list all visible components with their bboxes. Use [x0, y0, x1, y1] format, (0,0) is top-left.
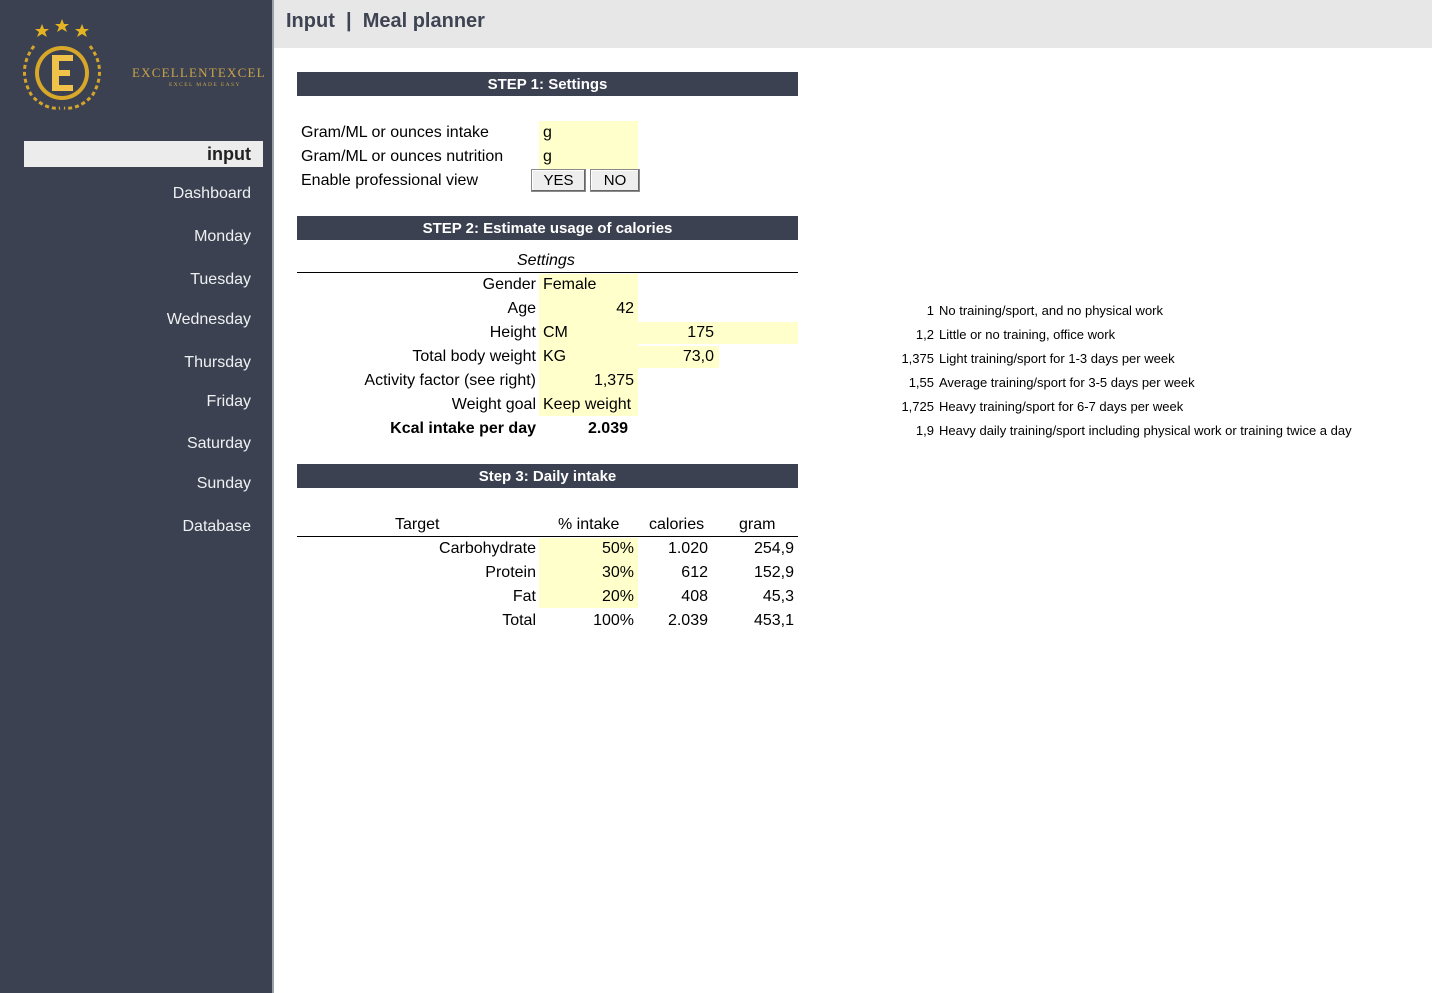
activity-factor: 1,375: [901, 351, 934, 366]
table-row-label: Protein: [485, 564, 536, 581]
fat-gram: 45,3: [762, 588, 794, 605]
nav-item-dashboard[interactable]: Dashboard: [172, 185, 251, 202]
nutrition-unit-value[interactable]: g: [543, 148, 552, 165]
activity-desc: Average training/sport for 3-5 days per week: [939, 375, 1195, 390]
yes-button[interactable]: YES: [531, 169, 586, 192]
carb-calories: 1.020: [667, 540, 708, 557]
nav-item-database[interactable]: Database: [182, 518, 251, 535]
intake-unit-label: Gram/ML or ounces intake: [301, 124, 489, 141]
nav-item-thursday[interactable]: Thursday: [184, 354, 251, 371]
nav-item-saturday[interactable]: Saturday: [186, 435, 251, 452]
brand-tagline: EXCEL MADE EASY: [169, 82, 241, 88]
table-row-label: Carbohydrate: [439, 540, 536, 557]
total-percent: 100%: [593, 612, 634, 629]
step2-input-cells: [539, 274, 638, 416]
age-value[interactable]: 42: [616, 300, 634, 317]
activity-desc: No training/sport, and no physical work: [939, 303, 1164, 318]
weight-label: Total body weight: [412, 348, 536, 365]
intake-table-divider: [297, 536, 798, 537]
activity-factor: 1: [926, 303, 934, 318]
carb-percent[interactable]: 50%: [601, 540, 634, 557]
brand-logo: [12, 18, 268, 114]
settings-subheader: Settings: [517, 252, 575, 269]
nutrition-unit-label: Gram/ML or ounces nutrition: [301, 148, 504, 165]
nav-item-wednesday[interactable]: Wednesday: [166, 311, 251, 328]
gender-value[interactable]: Female: [543, 276, 597, 293]
weight-goal-label: Weight goal: [451, 396, 536, 413]
weight-unit[interactable]: KG: [543, 348, 567, 365]
page-header: [274, 0, 1432, 48]
total-gram: 453,1: [753, 612, 794, 629]
protein-percent[interactable]: 30%: [601, 564, 634, 581]
height-input-cell: [638, 322, 798, 344]
activity-value[interactable]: 1,375: [593, 372, 634, 389]
nav-item-friday[interactable]: Friday: [206, 393, 251, 410]
table-row-label: Fat: [512, 588, 536, 605]
activity-factor: 1,9: [915, 423, 934, 438]
gender-label: Gender: [482, 276, 536, 293]
kcal-value: 2.039: [587, 420, 628, 437]
no-button[interactable]: NO: [590, 169, 640, 192]
activity-factor: 1,55: [908, 375, 934, 390]
step2-header: STEP 2: Estimate usage of calories: [297, 216, 798, 240]
activity-desc: Heavy daily training/sport including physical work or training twice a day: [939, 423, 1352, 438]
table-row-label: Total: [502, 612, 536, 629]
age-label: Age: [507, 300, 536, 317]
nav-item-monday[interactable]: Monday: [194, 228, 251, 245]
height-unit[interactable]: CM: [543, 324, 568, 341]
col-header-intake: % intake: [558, 516, 620, 533]
pro-view-label: Enable professional view: [301, 172, 478, 189]
fat-percent[interactable]: 20%: [601, 588, 634, 605]
step3-header: Step 3: Daily intake: [297, 464, 798, 488]
step1-header: STEP 1: Settings: [297, 72, 798, 96]
height-value[interactable]: 175: [687, 324, 714, 341]
sidebar-divider: [272, 0, 274, 993]
intake-unit-value[interactable]: g: [543, 124, 552, 141]
col-header-gram: gram: [739, 516, 776, 533]
nav-item-input[interactable]: input: [24, 141, 263, 167]
activity-desc: Light training/sport for 1-3 days per week: [939, 351, 1175, 366]
col-header-calories: calories: [649, 516, 705, 533]
protein-gram: 152,9: [753, 564, 794, 581]
step1-input-cells: [539, 121, 638, 169]
page-title: Input | Meal planner: [286, 10, 485, 32]
weight-value[interactable]: 73,0: [682, 348, 714, 365]
weight-goal-value[interactable]: Keep weight: [543, 396, 632, 413]
activity-label: Activity factor (see right): [364, 372, 536, 389]
protein-calories: 612: [681, 564, 708, 581]
col-header-target: Target: [395, 516, 440, 533]
settings-divider: [297, 272, 798, 273]
laurel-logo-icon: [12, 18, 112, 114]
activity-desc: Heavy training/sport for 6-7 days per week: [939, 399, 1184, 414]
brand-name: EXCELLENTEXCEL: [132, 65, 266, 80]
activity-factor: 1,2: [915, 327, 934, 342]
total-calories: 2.039: [667, 612, 708, 629]
nav-item-tuesday[interactable]: Tuesday: [190, 271, 251, 288]
activity-factor: 1,725: [901, 399, 934, 414]
nav-item-sunday[interactable]: Sunday: [196, 475, 251, 492]
height-label: Height: [489, 324, 536, 341]
fat-calories: 408: [681, 588, 708, 605]
carb-gram: 254,9: [753, 540, 794, 557]
kcal-label: Kcal intake per day: [390, 420, 536, 437]
activity-desc: Little or no training, office work: [939, 327, 1116, 342]
